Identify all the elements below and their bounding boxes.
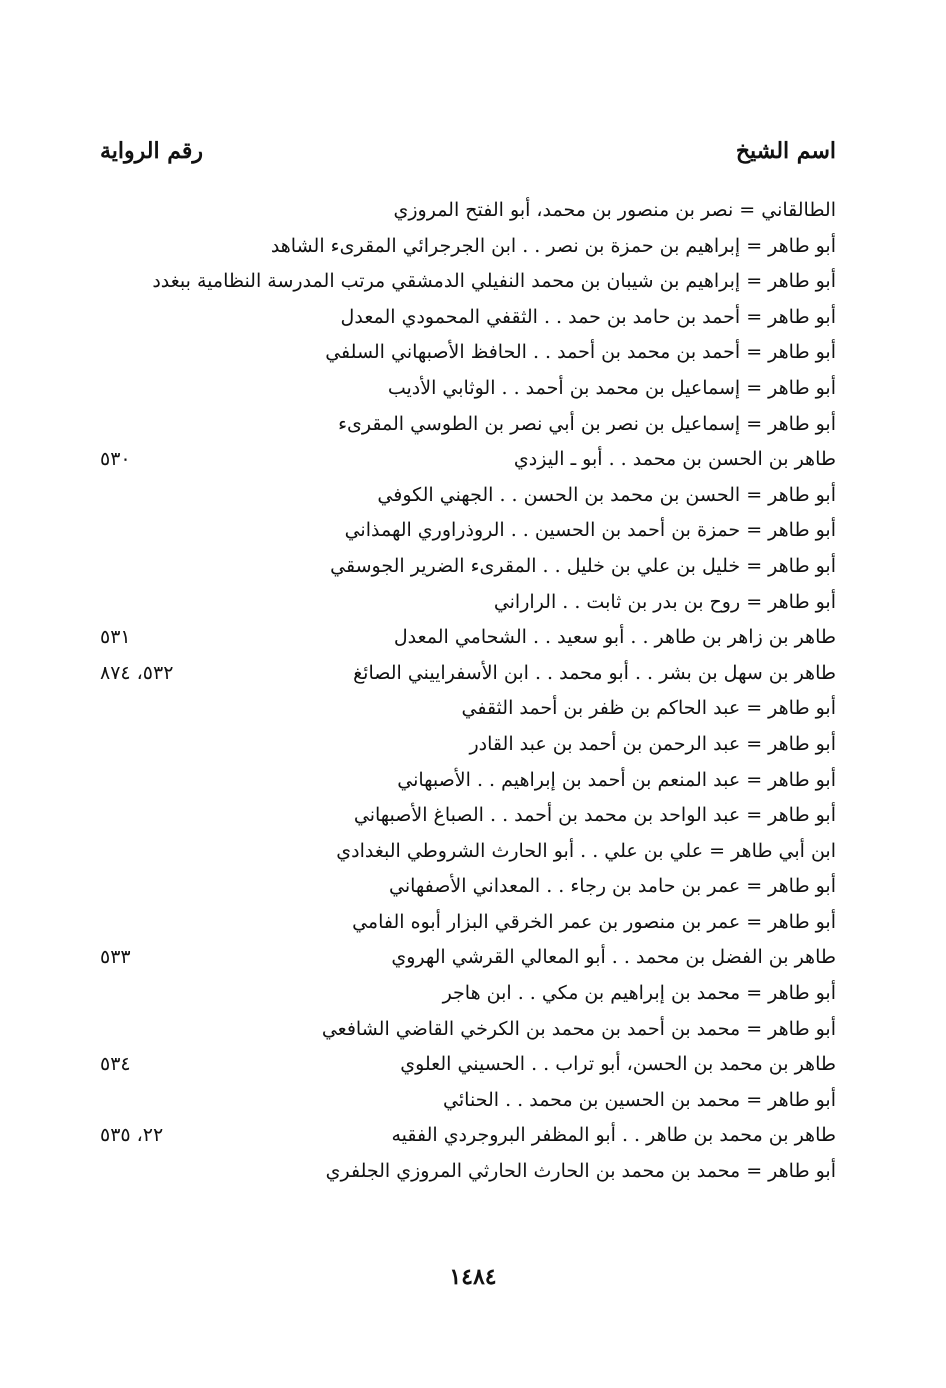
list-item	[100, 905, 836, 941]
list-item	[100, 620, 836, 656]
column-header-narration-number: رقم الرواية	[100, 138, 204, 164]
list-item	[100, 478, 836, 514]
list-item	[100, 371, 836, 407]
list-item	[100, 193, 836, 229]
page-number: ١٤٨٤	[449, 1264, 497, 1290]
list-item	[100, 727, 836, 763]
narration-number: ٥٣١	[100, 626, 131, 649]
sheikh-name: أبو طاهر = عبد المنعم بن أحمد بن إبراهيم . . الأصبهاني	[397, 768, 836, 791]
list-item	[100, 763, 836, 799]
sheikh-name: أبو طاهر = محمد بن الحسين بن محمد . . الحنائي	[443, 1088, 836, 1111]
sheikh-name: طاهر بن سهل بن بشر . . أبو محمد . . ابن الأسفراييني الصائغ	[353, 661, 836, 684]
sheikh-name: أبو طاهر = عبد الرحمن بن أحمد بن عبد القادر	[469, 732, 836, 755]
sheikh-name: طاهر بن الحسن بن محمد . . أبو ـ اليزدي	[513, 448, 836, 471]
narration-number: ٥٣٢، ٨٧٤	[100, 661, 174, 684]
list-item	[100, 407, 836, 443]
sheikh-name: طاهر بن محمد بن الحسن، أبو تراب . . الحسيني العلوي	[400, 1053, 836, 1076]
sheikh-name: ابن أبي طاهر = علي بن علي . . أبو الحارث الشروطي البغدادي	[336, 839, 836, 862]
list-item	[100, 691, 836, 727]
sheikh-name: أبو طاهر = روح بن بدر بن ثابت . . الراراني	[493, 590, 836, 613]
list-item	[100, 300, 836, 336]
list-item	[100, 1154, 836, 1190]
sheikh-name: أبو طاهر = محمد بن محمد بن الحارث الحارثي المروزي الجلفري	[325, 1160, 836, 1183]
sheikh-name: أبو طاهر = عمر بن منصور بن عمر الخرقي البزار أبوه الفامي	[352, 910, 836, 933]
sheikh-name: الطالقاني = نصر بن منصور بن محمد، أبو الفتح المروزي	[393, 199, 836, 221]
list-item	[100, 1047, 836, 1083]
narration-number: ٢٢، ٥٣٥	[100, 1124, 164, 1147]
list-item	[100, 335, 836, 371]
sheikh-name: أبو طاهر = إبراهيم بن شيبان بن محمد النفيلي الدمشقي مرتب المدرسة النظامية ببغدد	[152, 270, 836, 293]
sheikh-name: طاهر بن زاهر بن طاهر . . أبو سعيد . . الشحامي المعدل	[393, 626, 836, 649]
narration-number: ٥٣٣	[100, 946, 131, 969]
list-item	[100, 976, 836, 1012]
sheikh-name: طاهر بن محمد بن طاهر . . أبو المظفر البروجردي الفقيه	[391, 1124, 836, 1147]
sheikh-name: أبو طاهر = الحسن بن محمد بن الحسن . . الجهني الكوفي	[377, 483, 836, 506]
sheikh-name: أبو طاهر = عبد الحاكم بن ظفر بن أحمد الثقفي	[461, 697, 836, 720]
sheikh-name: أبو طاهر = إسماعيل بن نصر بن أبي نصر بن الطوسي المقرىء	[338, 412, 836, 435]
list-item	[100, 869, 836, 905]
table-header	[100, 138, 836, 174]
list-item	[100, 442, 836, 478]
list-item	[100, 1083, 836, 1119]
sheikh-name: أبو طاهر = محمد بن إبراهيم بن مكي . . ابن هاجر	[442, 982, 836, 1005]
list-item	[100, 549, 836, 585]
entries-list	[100, 193, 836, 1190]
list-item	[100, 656, 836, 692]
sheikh-name: أبو طاهر = إبراهيم بن حمزة بن نصر . . ابن الجرجرائي المقرىء الشاهد	[270, 234, 836, 257]
list-item	[100, 264, 836, 300]
list-item	[100, 585, 836, 621]
sheikh-name: أبو طاهر = عبد الواحد بن محمد بن أحمد . . الصباغ الأصبهاني	[353, 804, 836, 827]
sheikh-name: أبو طاهر = حمزة بن أحمد بن الحسين . . الروذراوري الهمذاني	[344, 519, 836, 542]
list-item	[100, 798, 836, 834]
sheikh-name: أبو طاهر = أحمد بن حامد بن حمد . . الثقفي المحمودي المعدل	[340, 305, 836, 328]
list-item	[100, 1012, 836, 1048]
sheikh-name: طاهر بن الفضل بن محمد . . أبو المعالي القرشي الهروي	[391, 946, 836, 969]
sheikh-name: أبو طاهر = محمد بن أحمد بن محمد بن الكرخي القاضي الشافعي	[321, 1017, 836, 1040]
list-item	[100, 513, 836, 549]
sheikh-name: أبو طاهر = خليل بن علي بن خليل . . المقرىء الضرير الجوسقي	[330, 554, 836, 577]
column-header-sheikh-name: اسم الشيخ	[735, 138, 836, 164]
list-item	[100, 229, 836, 265]
list-item	[100, 1118, 836, 1154]
sheikh-name: أبو طاهر = عمر بن حامد بن رجاء . . المعداني الأصفهاني	[389, 875, 836, 898]
sheikh-name: أبو طاهر = إسماعيل بن محمد بن أحمد . . الوثابي الأديب	[387, 376, 836, 399]
list-item	[100, 834, 836, 870]
sheikh-name: أبو طاهر = أحمد بن محمد بن أحمد . . الحافظ الأصبهاني السلفي	[325, 341, 836, 364]
list-item	[100, 940, 836, 976]
narration-number: ٥٣٠	[100, 448, 131, 471]
narration-number: ٥٣٤	[100, 1053, 131, 1076]
